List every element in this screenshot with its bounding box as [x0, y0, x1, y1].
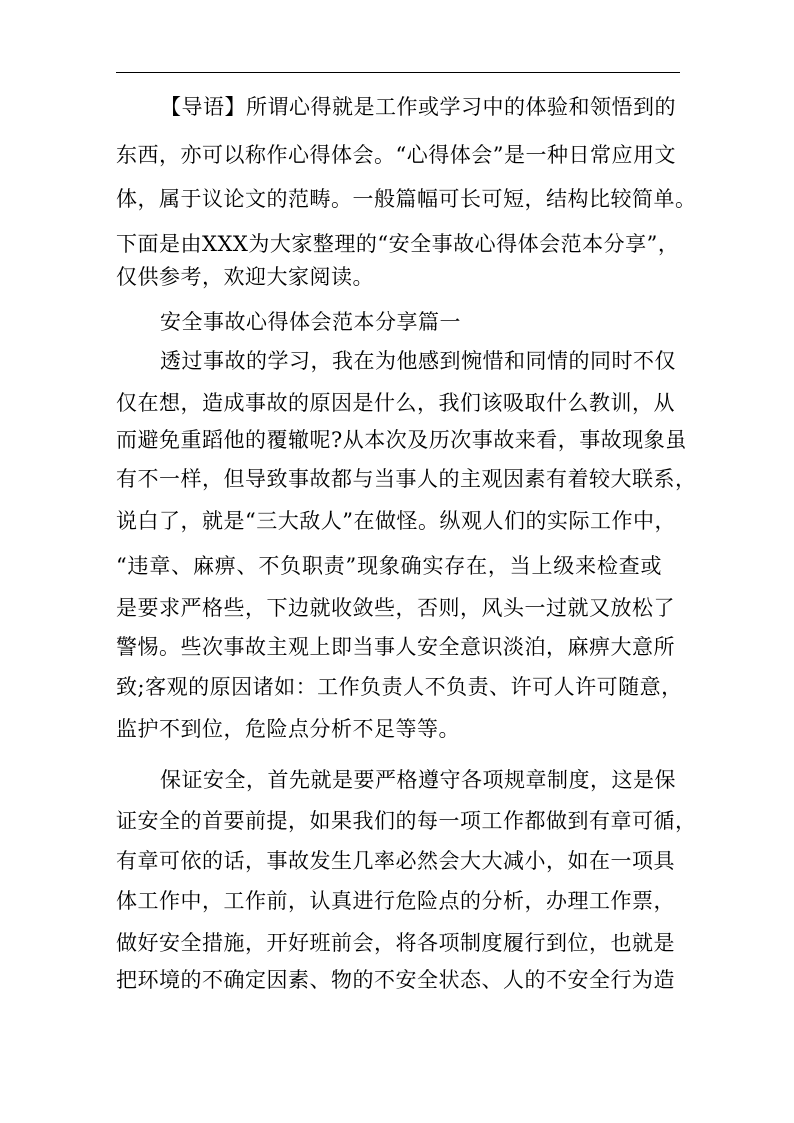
paragraph-line: 透过事故的学习，我在为他感到惋惜和同情的同时不仅	[160, 349, 676, 373]
paragraph-line: “违章、麻痹、不负职责”现象确实存在，当上级来检查或	[116, 554, 662, 578]
paragraph-line: 监护不到位，危险点分析不足等等。	[116, 717, 460, 741]
paragraph-line: 下面是由XXX为大家整理的“安全事故心得体会范本分享”，	[116, 232, 680, 256]
paragraph-line: 保证安全，首先就是要严格遵守各项规章制度，这是保	[160, 768, 676, 792]
header-rule	[116, 72, 680, 73]
paragraph-line: 做好安全措施，开好班前会，将各项制度履行到位，也就是	[116, 931, 675, 955]
paragraph-line: 说白了，就是“三大敌人”在做怪。纵观人们的实际工作中，	[116, 509, 676, 533]
paragraph-line: 有不一样，但导致事故都与当事人的主观因素有着较大联系，	[116, 467, 697, 491]
paragraph-line: 证安全的首要前提，如果我们的每一项工作都做到有章可循，	[116, 809, 697, 833]
paragraph-line: 是要求严格些，下边就收敛些，否则，风头一过就又放松了	[116, 596, 675, 620]
paragraph-line: 把环境的不确定因素、物的不安全状态、人的不安全行为造	[116, 968, 675, 992]
paragraph-line: 警惕。些次事故主观上即当事人安全意识淡泊，麻痹大意所	[116, 635, 675, 659]
paragraph-line: 【导语】所谓心得就是工作或学习中的体验和领悟到的	[160, 95, 676, 119]
paragraph-line: 体，属于议论文的范畴。一般篇幅可长可短，结构比较简单。	[116, 187, 697, 211]
paragraph-line: 仅供参考，欢迎大家阅读。	[116, 265, 374, 289]
paragraph-line: 仅在想，造成事故的原因是什么，我们该吸取什么教训，从	[116, 391, 675, 415]
paragraph-line: 体工作中，工作前，认真进行危险点的分析，办理工作票，	[116, 889, 675, 913]
section-heading: 安全事故心得体会范本分享篇一	[160, 310, 461, 334]
paragraph-line: 有章可依的话，事故发生几率必然会大大减小，如在一项具	[116, 849, 675, 873]
paragraph-line: 而避免重蹈他的覆辙呢?从本次及历次事故来看，事故现象虽	[116, 428, 687, 452]
paragraph-line: 东西，亦可以称作心得体会。“心得体会”是一种日常应用文	[116, 143, 676, 167]
paragraph-line: 致;客观的原因诸如：工作负责人不负责、许可人许可随意，	[116, 675, 683, 699]
